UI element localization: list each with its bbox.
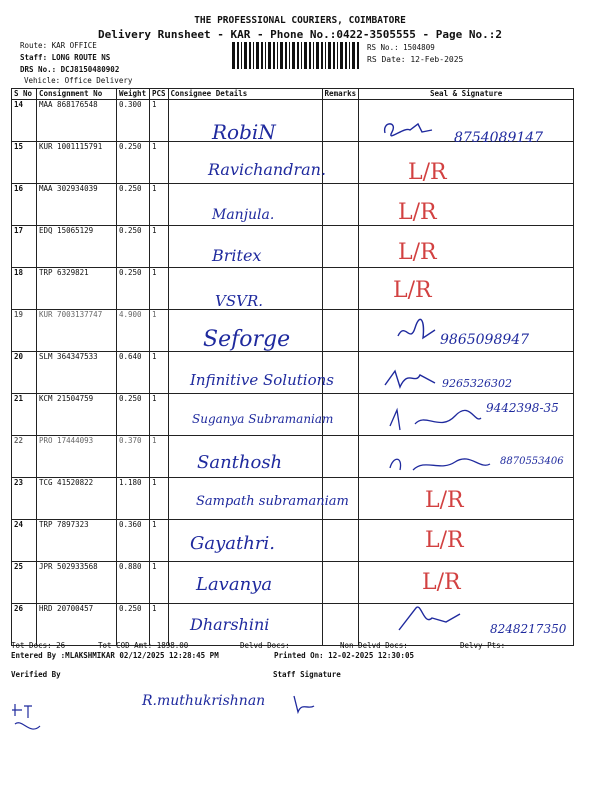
sno-cell: 17 <box>12 226 37 268</box>
weight-cell: 0.250 <box>117 226 150 268</box>
consignment-cell: PRO 17444093 <box>37 436 117 478</box>
lr-mark: L/R <box>393 278 432 303</box>
sno-cell: 24 <box>12 520 37 562</box>
pcs-cell: 1 <box>150 604 169 646</box>
sno-cell: 15 <box>12 142 37 184</box>
pcs-cell: 1 <box>150 226 169 268</box>
barcode-bar <box>349 42 350 69</box>
barcode-image <box>232 42 359 69</box>
staff-label: Staff: LONG ROUTE NS <box>20 53 111 62</box>
table-row <box>12 562 574 604</box>
consignment-cell: EDQ 15065129 <box>37 226 117 268</box>
barcode-bar <box>304 42 307 69</box>
remarks-cell <box>322 562 359 604</box>
non-delivered-docs: Non Delvd Docs: <box>340 641 408 650</box>
handwritten-phone: 9865098947 <box>440 332 530 348</box>
weight-cell: 0.300 <box>117 100 150 142</box>
consignment-cell: JPR 502933568 <box>37 562 117 604</box>
handwritten-consignee: VSVR. <box>215 292 264 310</box>
company-title: THE PROFESSIONAL COURIERS, COIMBATORE <box>194 15 406 26</box>
remarks-cell <box>322 142 359 184</box>
barcode-bar <box>289 42 290 69</box>
drs-label: DRS No.: DCJ8150480902 <box>20 65 120 74</box>
col-sno: S No <box>12 89 37 100</box>
table-row <box>12 520 574 562</box>
consignment-cell: TCG 41520822 <box>37 478 117 520</box>
weight-cell: 0.360 <box>117 520 150 562</box>
col-weight: Weight <box>117 89 150 100</box>
weight-cell: 4.900 <box>117 310 150 352</box>
barcode-bar <box>261 42 263 69</box>
consignment-cell: SLM 364347533 <box>37 352 117 394</box>
barcode-bar <box>280 42 283 69</box>
verified-by-label: Verified By <box>11 670 61 679</box>
signature-scribble-icon <box>395 316 440 346</box>
pcs-cell: 1 <box>150 520 169 562</box>
sno-cell: 18 <box>12 268 37 310</box>
handwritten-consignee: Lavanya <box>196 574 273 595</box>
sno-cell: 19 <box>12 310 37 352</box>
barcode-bar <box>345 42 347 69</box>
remarks-cell <box>322 436 359 478</box>
sno-cell: 14 <box>12 100 37 142</box>
table-header-row <box>12 89 574 100</box>
barcode-bar <box>301 42 302 69</box>
lr-mark: L/R <box>425 488 464 513</box>
barcode-bar <box>337 42 338 69</box>
barcode-bar <box>309 42 311 69</box>
weight-cell: 0.250 <box>117 184 150 226</box>
col-remarks: Remarks <box>322 89 359 100</box>
consignment-cell: HRD 20700457 <box>37 604 117 646</box>
seal-cell <box>359 184 574 226</box>
remarks-cell <box>322 184 359 226</box>
barcode-bar <box>297 42 299 69</box>
barcode-bar <box>352 42 355 69</box>
barcode-bar <box>237 42 239 69</box>
handwritten-consignee: Manjula. <box>212 207 275 223</box>
barcode-bar <box>265 42 266 69</box>
sno-cell: 20 <box>12 352 37 394</box>
barcode-bar <box>325 42 326 69</box>
remarks-cell <box>322 100 359 142</box>
signature-scribble-icon <box>380 118 435 142</box>
barcode-bar <box>241 42 242 69</box>
printed-on: Printed On: 12-02-2025 12:30:05 <box>274 651 414 660</box>
remarks-cell <box>322 226 359 268</box>
weight-cell: 0.250 <box>117 604 150 646</box>
weight-cell: 1.180 <box>117 478 150 520</box>
barcode-bar <box>232 42 235 69</box>
handwritten-consignee: RobiN <box>212 120 276 144</box>
sno-cell: 26 <box>12 604 37 646</box>
handwritten-phone: 9442398-35 <box>486 401 559 415</box>
sno-cell: 16 <box>12 184 37 226</box>
lr-mark: L/R <box>425 528 464 553</box>
pcs-cell: 1 <box>150 310 169 352</box>
total-cod-amount: Tot COD Amt: 1898.00 <box>98 641 189 650</box>
consignment-cell: TRP 6329821 <box>37 268 117 310</box>
handwritten-signature: R.muthukrishnan <box>142 693 266 709</box>
col-pcs: PCS <box>150 89 169 100</box>
barcode-bar <box>313 42 314 69</box>
handwritten-phone: 8248217350 <box>490 622 567 636</box>
handwritten-consignee: Ravichandran. <box>208 160 327 179</box>
handwritten-consignee: Santhosh <box>197 452 283 473</box>
handwritten-phone: 8754089147 <box>454 130 544 146</box>
pcs-cell: 1 <box>150 184 169 226</box>
col-consignee: Consignee Details <box>168 89 322 100</box>
route-label: Route: KAR OFFICE <box>20 41 97 50</box>
table-row <box>12 226 574 268</box>
barcode-bar <box>321 42 323 69</box>
table-row <box>12 184 574 226</box>
staff-signature-label: Staff Signature <box>273 670 341 679</box>
handwritten-consignee: Britex <box>212 246 262 265</box>
barcode-bar <box>277 42 278 69</box>
delivery-points: Delvy Pts: <box>460 641 506 650</box>
lr-mark: L/R <box>422 570 461 595</box>
col-consignment: Consignment No <box>37 89 117 100</box>
barcode-bar <box>273 42 275 69</box>
staff-signature-icon <box>288 692 318 718</box>
seal-cell <box>359 268 574 310</box>
table-row <box>12 268 574 310</box>
signature-scribble-icon <box>380 365 440 393</box>
barcode-bar <box>316 42 319 69</box>
seal-cell <box>359 142 574 184</box>
barcode-bar <box>249 42 251 69</box>
remarks-cell <box>322 268 359 310</box>
vehicle-label: Vehicle: Office Delivery <box>24 76 133 85</box>
pcs-cell: 1 <box>150 478 169 520</box>
total-docs: Tot Docs: 26 <box>11 641 66 650</box>
lr-mark: L/R <box>408 160 447 185</box>
handwritten-consignee: Gayathri. <box>190 533 275 554</box>
seal-cell <box>359 226 574 268</box>
handwritten-consignee: Dharshini <box>190 615 270 634</box>
sno-cell: 25 <box>12 562 37 604</box>
pcs-cell: 1 <box>150 394 169 436</box>
consignment-cell: KUR 1001115791 <box>37 142 117 184</box>
barcode-bar <box>340 42 343 69</box>
weight-cell: 0.250 <box>117 394 150 436</box>
barcode-bar <box>328 42 331 69</box>
weight-cell: 0.880 <box>117 562 150 604</box>
signature-scribble-icon <box>385 452 495 478</box>
barcode-bar <box>333 42 335 69</box>
signature-scribble-icon <box>396 600 466 636</box>
consignment-cell: KUR 7003137747 <box>37 310 117 352</box>
handwritten-phone: 9265326302 <box>442 377 512 390</box>
seal-cell <box>359 478 574 520</box>
pcs-cell: 1 <box>150 562 169 604</box>
lr-mark: L/R <box>398 240 437 265</box>
handwritten-consignee: Sampath subramaniam <box>196 494 349 509</box>
remarks-cell <box>322 604 359 646</box>
rs-number: RS No.: 1504809 <box>367 43 435 52</box>
signature-scribble-icon <box>385 404 485 436</box>
remarks-cell <box>322 310 359 352</box>
lr-mark: L/R <box>398 200 437 225</box>
consignment-cell: MAA 302934039 <box>37 184 117 226</box>
remarks-cell <box>322 520 359 562</box>
pcs-cell: 1 <box>150 100 169 142</box>
seal-cell <box>359 562 574 604</box>
consignment-cell: TRP 7897323 <box>37 520 117 562</box>
weight-cell: 0.370 <box>117 436 150 478</box>
handwritten-phone: 8870553406 <box>500 456 564 467</box>
pcs-cell: 1 <box>150 268 169 310</box>
barcode-bar <box>268 42 271 69</box>
handwritten-consignee: Suganya Subramaniam <box>192 412 334 426</box>
verifier-initials-icon <box>10 696 55 738</box>
sno-cell: 23 <box>12 478 37 520</box>
handwritten-consignee: Seforge <box>203 327 291 352</box>
handwritten-consignee: Infinitive Solutions <box>190 371 334 389</box>
pcs-cell: 1 <box>150 436 169 478</box>
consignment-cell: KCM 21504759 <box>37 394 117 436</box>
pcs-cell: 1 <box>150 352 169 394</box>
barcode-bar <box>357 42 359 69</box>
barcode-bar <box>256 42 259 69</box>
pcs-cell: 1 <box>150 142 169 184</box>
weight-cell: 0.640 <box>117 352 150 394</box>
barcode-bar <box>285 42 287 69</box>
seal-cell <box>359 520 574 562</box>
entered-by: Entered By :MLAKSHMIKAR 02/12/2025 12:28:45 PM <box>11 651 219 660</box>
barcode-bar <box>292 42 295 69</box>
delivered-docs: Delvd Docs: <box>240 641 290 650</box>
runsheet-subtitle: Delivery Runsheet - KAR - Phone No.:0422-3505555 - Page No.:2 <box>98 28 502 41</box>
weight-cell: 0.250 <box>117 142 150 184</box>
weight-cell: 0.250 <box>117 268 150 310</box>
sno-cell: 22 <box>12 436 37 478</box>
rs-date: RS Date: 12-Feb-2025 <box>367 55 464 64</box>
barcode-bar <box>253 42 254 69</box>
col-seal: Seal & Signature <box>359 89 574 100</box>
barcode-bar <box>244 42 247 69</box>
sno-cell: 21 <box>12 394 37 436</box>
consignment-cell: MAA 868176548 <box>37 100 117 142</box>
